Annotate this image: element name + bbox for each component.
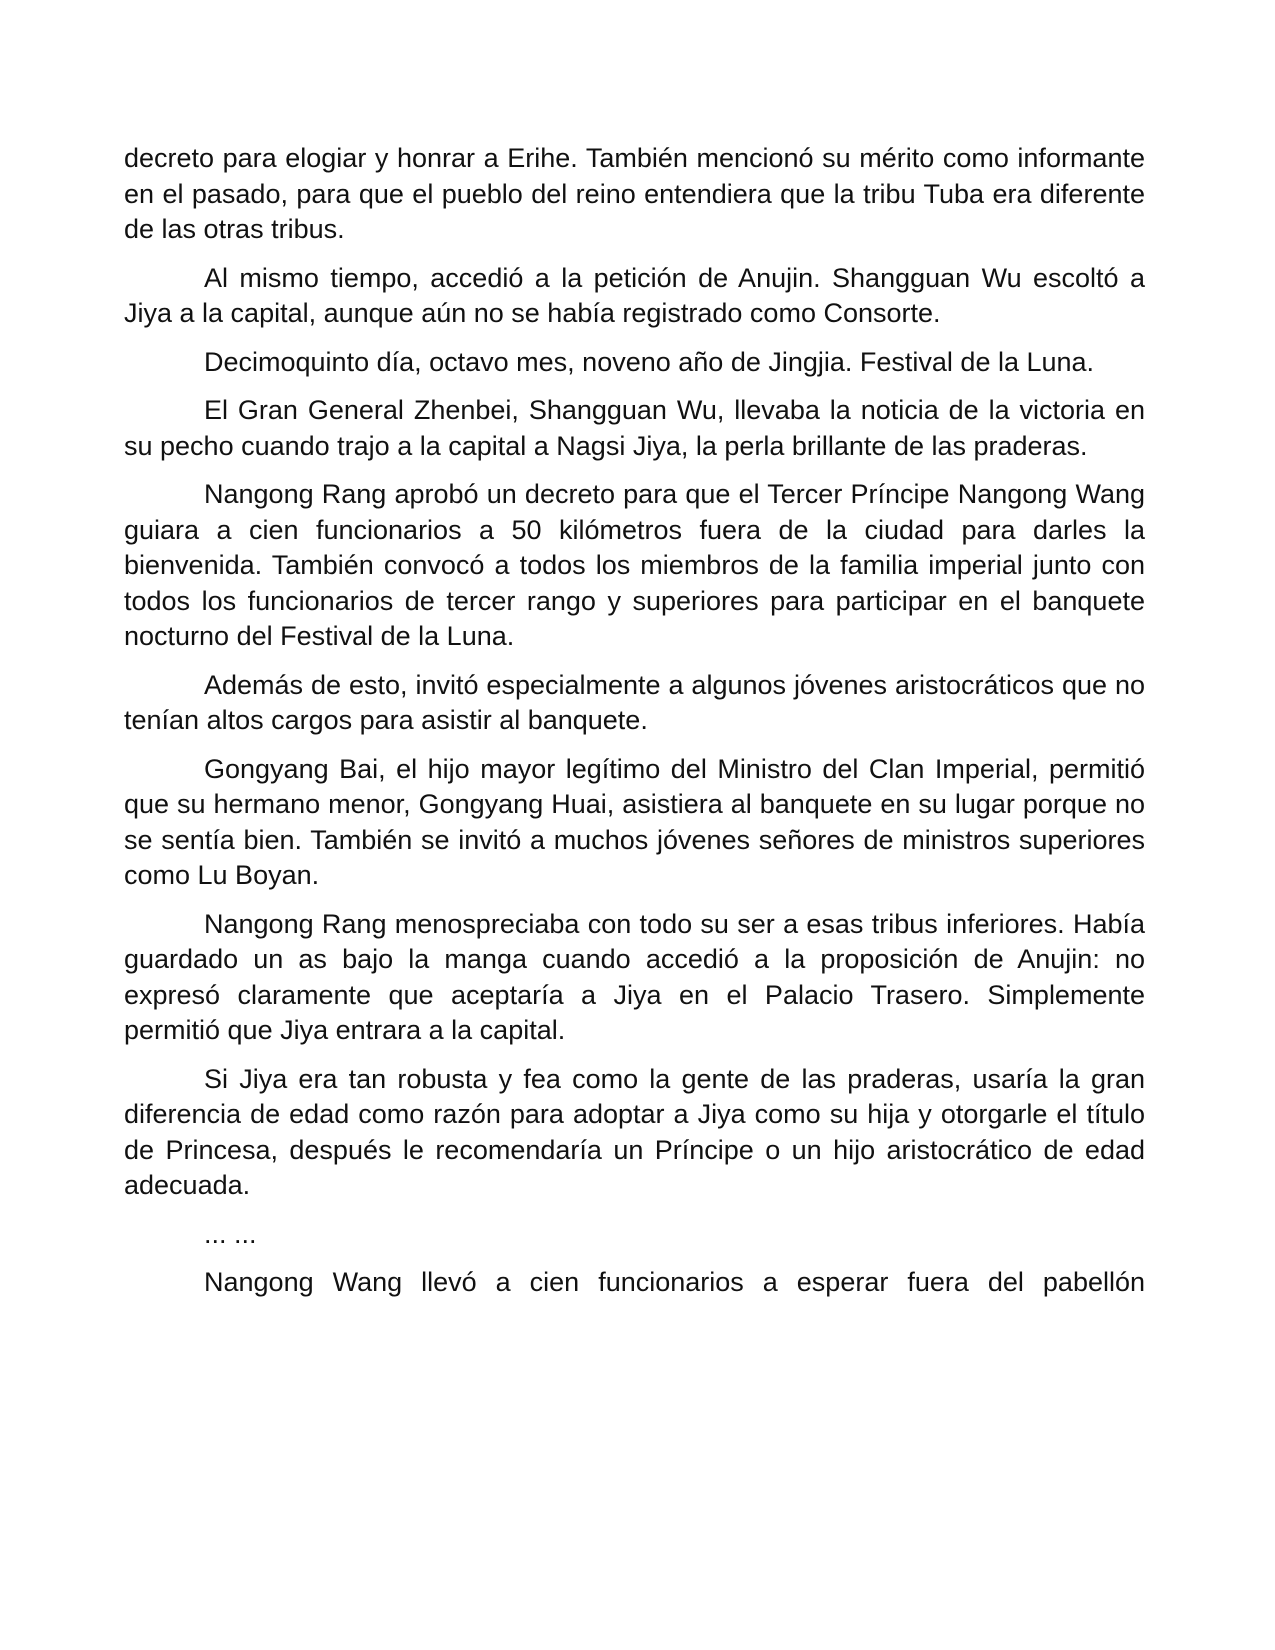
paragraph-9: Si Jiya era tan robusta y fea como la gente de las praderas, usaría la gran diferencia de edad como razón para adoptar a Jiya como su hija y otorgarle el título de Princesa, después le recomendaría un Príncipe o un hijo aristocrático de edad adecuada. (124, 1063, 1145, 1200)
paragraph-5: Nangong Rang aprobó un decreto para que el Tercer Príncipe Nangong Wang guiara a cien funcionarios a 50 kilómetros fuera de la ciudad para darles la bienvenida. También convocó a todos los miembros de la familia imperial junto con todos los funcionarios de tercer rango y superiores para participar en el banquete nocturno del Festival de la Luna. (124, 479, 1145, 651)
paragraph-4: El Gran General Zhenbei, Shangguan Wu, llevaba la noticia de la victoria en su pecho cuando trajo a la capital a Nagsi Jiya, la perla brillante de las praderas. (124, 395, 1145, 461)
paragraph-7: Gongyang Bai, el hijo mayor legítimo del Ministro del Clan Imperial, permitió que su hermano menor, Gongyang Huai, asistiera al banquete en su lugar porque no se sentía bien. También se invitó a muchos jóvenes señores de ministros superiores como Lu Boyan. (124, 753, 1145, 890)
paragraph-8: Nangong Rang menospreciaba con todo su ser a esas tribus inferiores. Había guardado un as bajo la manga cuando accedió a la proposición de Anujin: no expresó claramente que aceptaría a Jiya en el Palacio Trasero. Simplemente permitió que Jiya entrara a la capital. (124, 908, 1145, 1045)
paragraph-1: decreto para elogiar y honrar a Erihe. También mencionó su mérito como informante en el pasado, para que el pueblo del reino entendiera que la tribu Tuba era diferente de las otras tribus. (124, 143, 1145, 244)
paragraph-3: Decimoquinto día, octavo mes, noveno año de Jingjia. Festival de la Luna. (204, 346, 1095, 377)
document-page (124, 141, 1145, 1314)
ellipsis-separator: ... ... (204, 1218, 257, 1249)
paragraph-6: Además de esto, invitó especialmente a algunos jóvenes aristocráticos que no tenían altos cargos para asistir al banquete. (124, 669, 1145, 735)
paragraph-10: Nangong Wang llevó a cien funcionarios a esperar fuera del pabellón (204, 1267, 1145, 1297)
paragraph-2: Al mismo tiempo, accedió a la petición de Anujin. Shangguan Wu escoltó a Jiya a la capital, aunque aún no se había registrado como Consorte. (124, 262, 1145, 328)
